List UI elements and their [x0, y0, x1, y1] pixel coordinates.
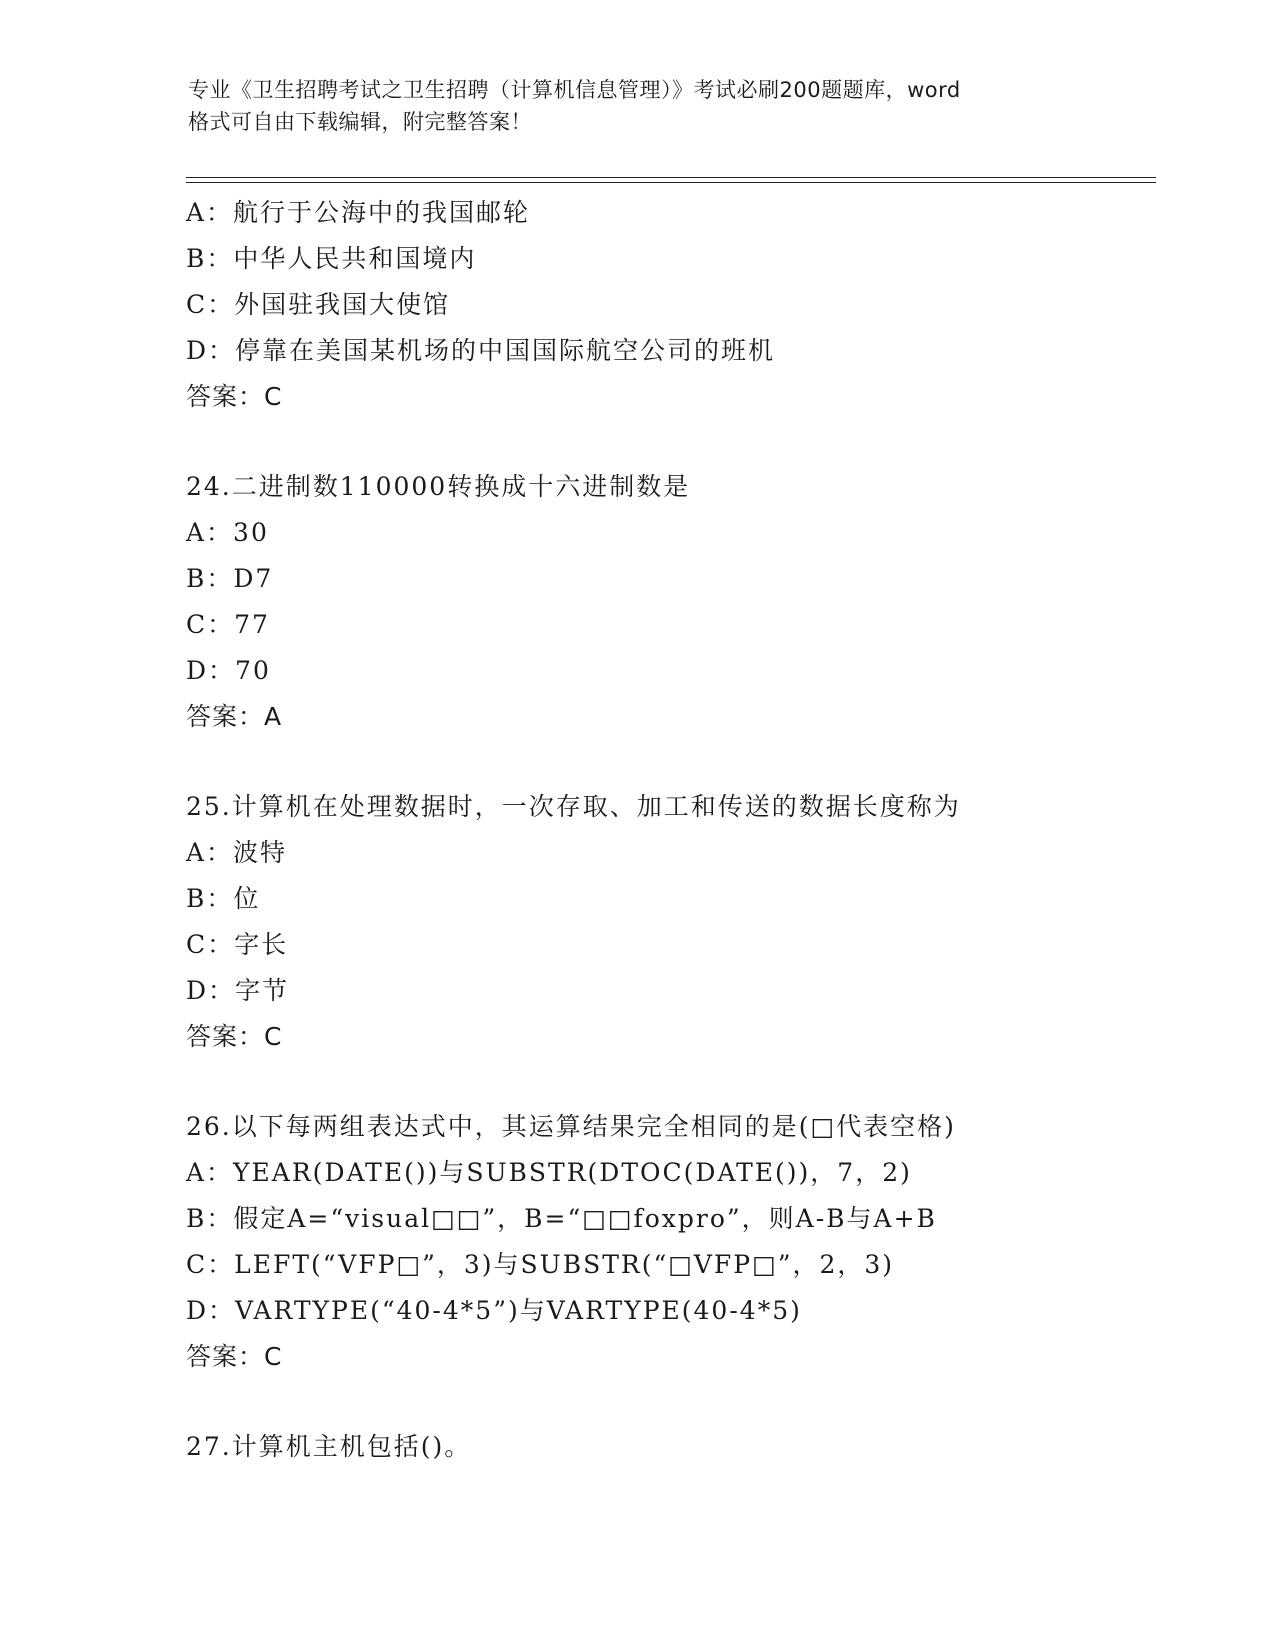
header-divider-top	[186, 177, 1156, 178]
spacer	[186, 1380, 1166, 1424]
header-line-1: 专业《卫生招聘考试之卫生招聘（计算机信息管理）》考试必刷200题题库，word	[188, 78, 961, 102]
option-a: A：波特	[186, 838, 288, 867]
option-c: C：字长	[186, 930, 289, 959]
option-c: C：外国驻我国大使馆	[186, 290, 451, 319]
question-block-23	[186, 190, 1166, 420]
spacer	[186, 740, 1166, 784]
question-block-25	[186, 784, 1166, 1060]
option-a: A：YEAR(DATE())与SUBSTR(DTOC(DATE())，7，2)	[186, 1158, 912, 1187]
spacer	[186, 420, 1166, 464]
option-a: A：30	[186, 518, 269, 547]
option-b: B：中华人民共和国境内	[186, 244, 477, 273]
header-divider-bottom	[186, 182, 1156, 183]
question-list	[186, 190, 1166, 1470]
answer-line: 答案：A	[186, 702, 283, 731]
option-d: D：70	[186, 656, 271, 685]
option-b: B：位	[186, 884, 261, 913]
document-header	[188, 74, 1088, 138]
question-text: 24.二进制数110000转换成十六进制数是	[186, 472, 691, 501]
header-line-2: 格式可自由下载编辑，附完整答案！	[188, 110, 532, 134]
option-b: B：D7	[186, 564, 274, 593]
spacer	[186, 1060, 1166, 1104]
option-b: B：假定A=“visual□□”，B=“□□foxpro”，则A-B与A+B	[186, 1204, 937, 1233]
answer-line: 答案：C	[186, 1022, 283, 1051]
question-text: 27.计算机主机包括()。	[186, 1432, 472, 1461]
question-text: 25.计算机在处理数据时，一次存取、加工和传送的数据长度称为	[186, 792, 961, 821]
question-block-26	[186, 1104, 1166, 1380]
option-c: C：LEFT(“VFP□”，3)与SUBSTR(“□VFP□”，2，3)	[186, 1250, 895, 1279]
option-d: D：停靠在美国某机场的中国国际航空公司的班机	[186, 336, 776, 365]
option-d: D：VARTYPE(“40-4*5”)与VARTYPE(40-4*5)	[186, 1296, 802, 1325]
answer-line: 答案：C	[186, 1342, 283, 1371]
question-text: 26.以下每两组表达式中，其运算结果完全相同的是(□代表空格)	[186, 1112, 956, 1141]
option-d: D：字节	[186, 976, 290, 1005]
option-c: C：77	[186, 610, 270, 639]
question-block-27	[186, 1424, 1166, 1470]
option-a: A：航行于公海中的我国邮轮	[186, 198, 531, 227]
question-block-24	[186, 464, 1166, 740]
answer-line: 答案：C	[186, 382, 283, 411]
